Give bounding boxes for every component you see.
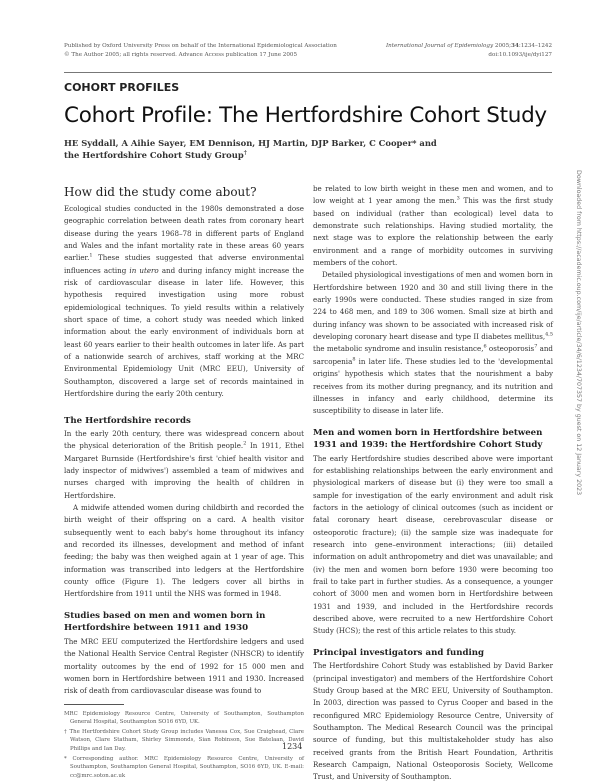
- text: In 1911, Ethel Margaret Burnside (Hertfordshire's first 'chief health visitor and lady inspector of midwives') assembled a team of midwives and nurses charged with improving the health of children in Hertfordshire.: [64, 441, 304, 500]
- journal-year: 2005;: [493, 43, 512, 49]
- citation: 4,5: [545, 331, 553, 338]
- heading-studies: Studies based on men and women born in Hertfordshire between 1911 and 1930: [64, 610, 266, 634]
- publisher-info: [64, 42, 337, 60]
- paragraph-about: [64, 203, 304, 401]
- heading-about: How did the study come about?: [64, 185, 257, 199]
- authors-line-2: the Hertfordshire Cohort Study Group: [64, 150, 244, 160]
- journal-citation: [386, 42, 552, 60]
- heading-records: The Hertfordshire records: [64, 415, 191, 426]
- paragraph-records-2: A midwife attended women during childbirth and recorded the birth weight of their offspring on a card. A health visitor subsequently went to each baby's home throughout its infancy and recorded its illnesses, development and method of infant feeding; the baby was then weighed again at 1 year of age. This information was transcribed into ledgers at the Hertfordshire county office (Figure 1). The ledgers cover all births in Hertfordshire from 1911 until the NHS was formed in 1948.: [64, 503, 304, 599]
- text: the metabolic syndrome and insulin resistance,: [313, 344, 484, 354]
- text: and during infancy might increase the risk of cardiovascular disease in later life. However, this hypothesis required investigation using more robust epidemiological techniques. To yield results within a relatively short space of time, a cohort study was needed which linked information about the early environment of individuals born at least 60 years earlier to their health outcomes in later life. As part of a nationwide search of archives, staff working at the MRC Environmental Epidemiology Unit (MRC EEU), University of Southampton, discovered a large set of records maintained in Hertfordshire during the early 20th century.: [64, 265, 304, 399]
- citation: 3: [456, 195, 460, 202]
- text: in later life. These studies led to the 'developmental origins' hypothesis which states that the nourishment a baby receives from its mother during pregnancy, and its nutrition and illnesses in infancy and early childhood, determine its susceptibility to disease in later life.: [313, 356, 553, 416]
- text: Detailed physiological investigations of men and women born in Hertfordshire between 1920 and 30 and still living there in the early 1990s were conducted. These studies ranged in size from 224 to 468 men, and 189 to 306 women. Small size at birth and during infancy was shown to be associated with increased risk of developing coronary heart disease and type II diabetes mellitus,: [313, 270, 553, 342]
- text: be related to low birth weight in these men and women, and to low weight at 1 year among the men.: [313, 184, 553, 206]
- citation: 1: [89, 253, 93, 260]
- footnote-rule: [64, 704, 124, 705]
- paragraph-continued: [313, 183, 553, 269]
- text: This was the first study based on individual (rather than ecological) level data to demonstrate such relationships. Having studied mortality, the next stage was to explore the relationship between the early environment and a range of morbidity outcomes in surviving members of the cohort.: [313, 196, 553, 268]
- dagger-mark: †: [243, 149, 247, 157]
- text: Ecological studies conducted in the 1980s demonstrated a dose geographic correlation between death rates from coronary heart disease during the years 1968–78 in different parts of England and Wales and the infant mortality rate in these areas 60 years earlier.: [64, 204, 304, 263]
- paragraph-studies: The MRC EEU computerized the Hertfordshire ledgers and used the National Health Service Central Register (NHSCR) to identify mortality outcomes by the end of 1992 for 15 000 men and women born in Hertfordshire between 1911 and 1930. Increased risk of death from cardiovascular disease was found to: [64, 636, 304, 696]
- footnote-group: † The Hertfordshire Cohort Study Group includes Vanessa Cox, Sue Craighead, Clare Watson, Clare Statham, Shirley Simmonds, Sian Robinson, Sue Batelaan, David Phillips and Ian Day.: [64, 729, 304, 752]
- authors-line-1: HE Syddall, A Aihie Sayer, EM Dennison, HJ Martin, DJP Barker, C Cooper* and: [64, 138, 437, 148]
- paragraph-records-1: [64, 428, 304, 502]
- right-column: [313, 183, 553, 784]
- left-column: [64, 185, 304, 782]
- paragraph-hcs: The early Hertfordshire studies described above were important for establishing relationships between the early environment and physiological markers of disease but (i) they were too small a sample for investigation of the early environment and adult risk factors in the aetiology of clinical outcomes (such as incident or fatal coronary heart disease, cerebrovascular disease or osteoporotic fracture); (ii) the sample size was inadequate for research into gene–environment interactions; (iii) detailed information on adult anthropometry and diet was unavailable; and (iv) the men and women born before 1930 were becoming too frail to take part in further studies. As a consequence, a younger cohort of 3000 men and women born in Hertfordshire between 1931 and 1939, and included in the Hertfordshire records described above, were recruited to a new Hertfordshire Cohort Study (HCS); the rest of this article relates to this study.: [313, 453, 553, 636]
- heading-investigators: Principal investigators and funding: [313, 647, 485, 658]
- citation: 7: [534, 344, 538, 351]
- journal-volume: 34: [511, 43, 519, 49]
- article-title: Cohort Profile: The Hertfordshire Cohort Study: [64, 103, 547, 128]
- header-rule: [64, 72, 552, 73]
- text: and sarcopenia: [313, 344, 553, 366]
- authors: [64, 137, 437, 161]
- text: In the early 20th century, there was widespread concern about the physical deterioration of the British people.: [64, 429, 304, 451]
- paragraph-investigators: The Hertfordshire Cohort Study was established by David Barker (principal investigator) and members of the Hertfordshire Cohort Study Group based at the MRC EEU, University of Southampton. In 2003, direction was passed to Cyrus Cooper and based in the reconfigured MRC Epidemiology Resource Centre, University of Southampton. The Medical Research Council was the principal source of funding, but this multistakeholder study has also received grants from the British Heart Foundation, Arthritis Research Campaign, National Osteoporosis Society, Wellcome Trust, and University of Southampton.: [313, 661, 553, 782]
- journal-pages: :1234–1242: [518, 43, 552, 49]
- journal-name: International Journal of Epidemiology: [385, 43, 494, 49]
- citation: 6: [483, 344, 487, 351]
- doi[interactable]: doi:10.1093/ije/dyi127: [488, 52, 552, 58]
- download-note: Downloaded from https://academic.oup.com/ije/article/34/6/1234/707357 by guest on 12 January 2023: [575, 170, 582, 496]
- footnote-affiliation: MRC Epidemiology Resource Centre, University of Southampton, Southampton General Hospital, Southampton SO16 6YD, UK.: [64, 710, 304, 725]
- text: osteoporosis: [486, 344, 535, 354]
- copyright-line: © The Author 2005; all rights reserved. Advance Access publication 17 June 2005: [64, 52, 298, 58]
- citation: 8: [352, 356, 356, 363]
- text-italic: in utero: [129, 265, 159, 275]
- paragraph-detailed: [313, 269, 553, 417]
- footnote-corresponding: * Corresponding author. MRC Epidemiology Resource Centre, University of Southampton, Southampton General Hospital, Southampton, SO16 6YD, UK. E-mail: cc@mrc.soton.ac.uk: [64, 756, 304, 779]
- page-number: 1234: [282, 742, 303, 751]
- text: These studies suggested that adverse environmental influences acting: [64, 253, 304, 275]
- citation: 2: [243, 440, 247, 447]
- heading-hcs: Men and women born in Hertfordshire between 1931 and 1939: the Hertfordshire Cohort Study: [313, 427, 543, 451]
- section-label: COHORT PROFILES: [64, 81, 180, 94]
- publisher-line: Published by Oxford University Press on behalf of the International Epidemiological Association: [64, 43, 337, 49]
